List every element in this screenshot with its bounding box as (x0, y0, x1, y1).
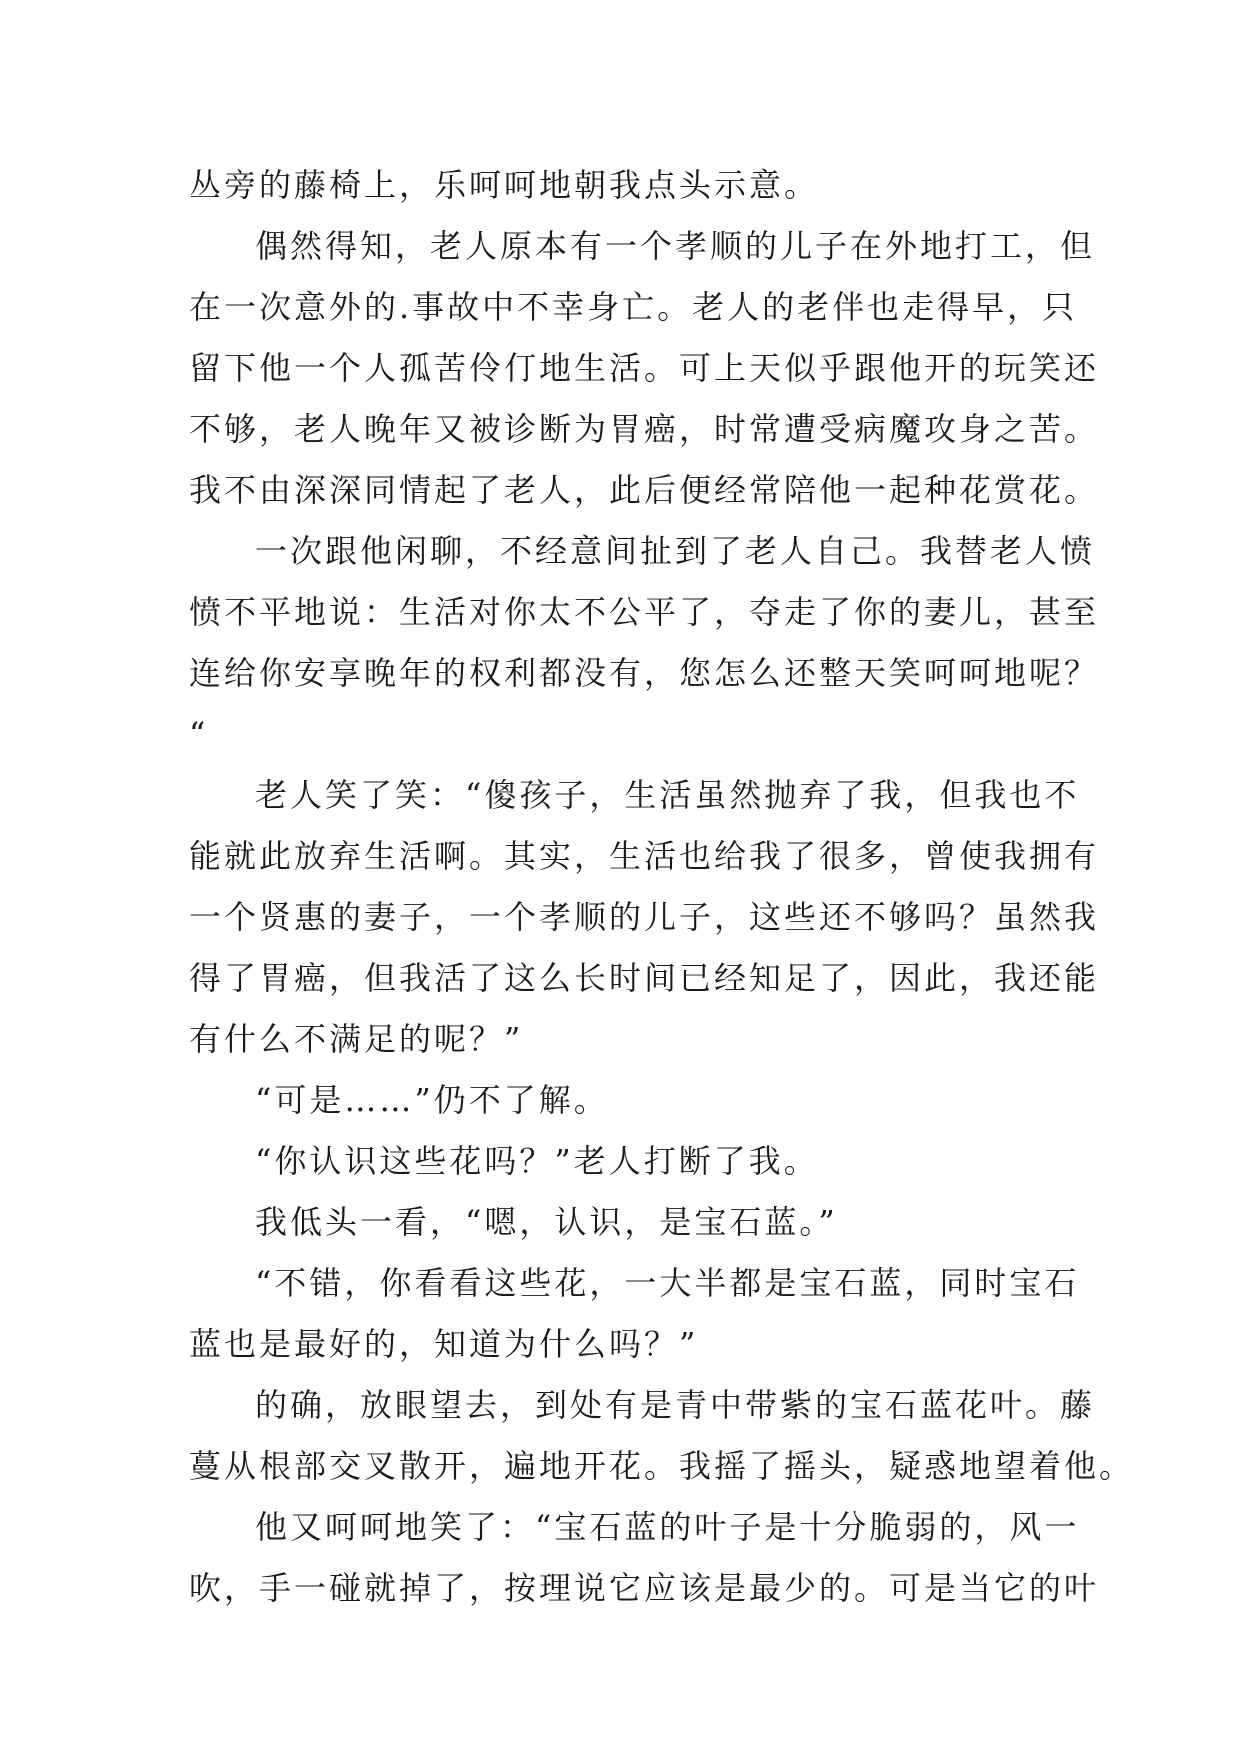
text-line: 连给你安享晚年的权利都没有，您怎么还整天笑呵呵地呢？ (189, 654, 1100, 692)
body-text (189, 155, 1135, 1619)
text-line: 我低头一看，“嗯，认识，是宝石蓝。” (255, 1203, 838, 1241)
text-line: 吹，手一碰就掉了，按理说它应该是最少的。可是当它的叶 (189, 1569, 1100, 1607)
text-line: 能就此放弃生活啊。其实，生活也给我了很多，曾使我拥有 (189, 837, 1100, 875)
text-line: 不够，老人晚年又被诊断为胃癌，时常遭受病魔攻身之苦。 (189, 410, 1100, 448)
text-line: “ (189, 715, 209, 753)
text-line: 一个贤惠的妻子，一个孝顺的儿子，这些还不够吗？虽然我 (189, 898, 1100, 936)
text-line: 留下他一个人孤苦伶仃地生活。可上天似乎跟他开的玩笑还 (189, 349, 1100, 387)
text-line: 他又呵呵地笑了：“宝石蓝的叶子是十分脆弱的，风一 (255, 1508, 1080, 1546)
text-line: 偶然得知，老人原本有一个孝顺的儿子在外地打工，但 (255, 227, 1096, 265)
text-line: “可是……”仍不了解。 (255, 1081, 609, 1119)
text-line: 丛旁的藤椅上，乐呵呵地朝我点头示意。 (189, 166, 820, 204)
text-line: 得了胃癌，但我活了这么长时间已经知足了，因此，我还能 (189, 959, 1100, 997)
text-line: 愤不平地说：生活对你太不公平了，夺走了你的妻儿，甚至 (189, 593, 1100, 631)
text-line: 有什么不满足的呢？” (189, 1020, 524, 1058)
text-line: 我不由深深同情起了老人，此后便经常陪他一起种花赏花。 (189, 471, 1100, 509)
text-line: 蔓从根部交叉散开，遍地开花。我摇了摇头，疑惑地望着他。 (189, 1447, 1135, 1485)
text-line: “不错，你看看这些花，一大半都是宝石蓝，同时宝石 (255, 1264, 1080, 1302)
text-line: 在一次意外的.事故中不幸身亡。老人的老伴也走得早，只 (189, 288, 1078, 326)
text-line: 蓝也是最好的，知道为什么吗？” (189, 1325, 699, 1363)
text-line: 一次跟他闲聊，不经意间扯到了老人自己。我替老人愤 (255, 532, 1096, 570)
text-line: 老人笑了笑：“傻孩子，生活虽然抛弃了我，但我也不 (255, 776, 1080, 814)
text-line: “你认识这些花吗？”老人打断了我。 (255, 1142, 819, 1180)
text-line: 的确，放眼望去，到处有是青中带紫的宝石蓝花叶。藤 (255, 1386, 1096, 1424)
